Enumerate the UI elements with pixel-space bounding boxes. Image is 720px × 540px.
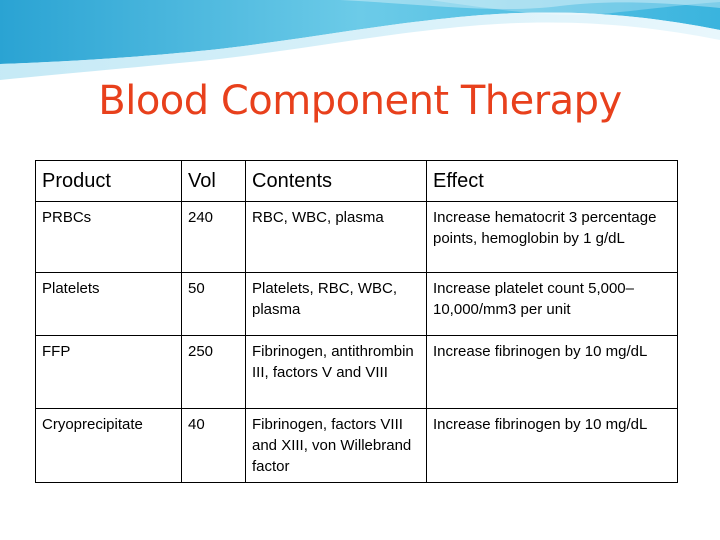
table-row	[36, 202, 678, 273]
cell-effect: Increase fibrinogen by 10 mg/dL	[427, 336, 678, 409]
cell-contents: Fibrinogen, antithrombin III, factors V and VIII	[246, 336, 427, 409]
cell-effect: Increase fibrinogen by 10 mg/dL	[427, 409, 678, 483]
cell-vol: 250	[182, 336, 246, 409]
page-title: Blood Component Therapy	[98, 78, 622, 124]
cell-product: Cryoprecipitate	[36, 409, 182, 483]
header-effect: Effect	[427, 161, 678, 202]
header-product: Product	[36, 161, 182, 202]
table-row	[36, 409, 678, 483]
cell-product: PRBCs	[36, 202, 182, 273]
cell-product: FFP	[36, 336, 182, 409]
cell-effect: Increase platelet count 5,000– 10,000/mm3 per unit	[427, 273, 678, 336]
header-wave-decoration	[0, 0, 720, 90]
cell-vol: 50	[182, 273, 246, 336]
header-contents: Contents	[246, 161, 427, 202]
cell-vol: 40	[182, 409, 246, 483]
table-header-row	[36, 161, 678, 202]
cell-contents: RBC, WBC, plasma	[246, 202, 427, 273]
cell-contents: Platelets, RBC, WBC, plasma	[246, 273, 427, 336]
cell-effect: Increase hematocrit 3 percentage points, hemoglobin by 1 g/dL	[427, 202, 678, 273]
header-vol: Vol	[182, 161, 246, 202]
cell-product: Platelets	[36, 273, 182, 336]
cell-vol: 240	[182, 202, 246, 273]
blood-component-table	[35, 160, 678, 483]
table-row	[36, 336, 678, 409]
cell-contents: Fibrinogen, factors VIII and XIII, von Willebrand factor	[246, 409, 427, 483]
table-row	[36, 273, 678, 336]
